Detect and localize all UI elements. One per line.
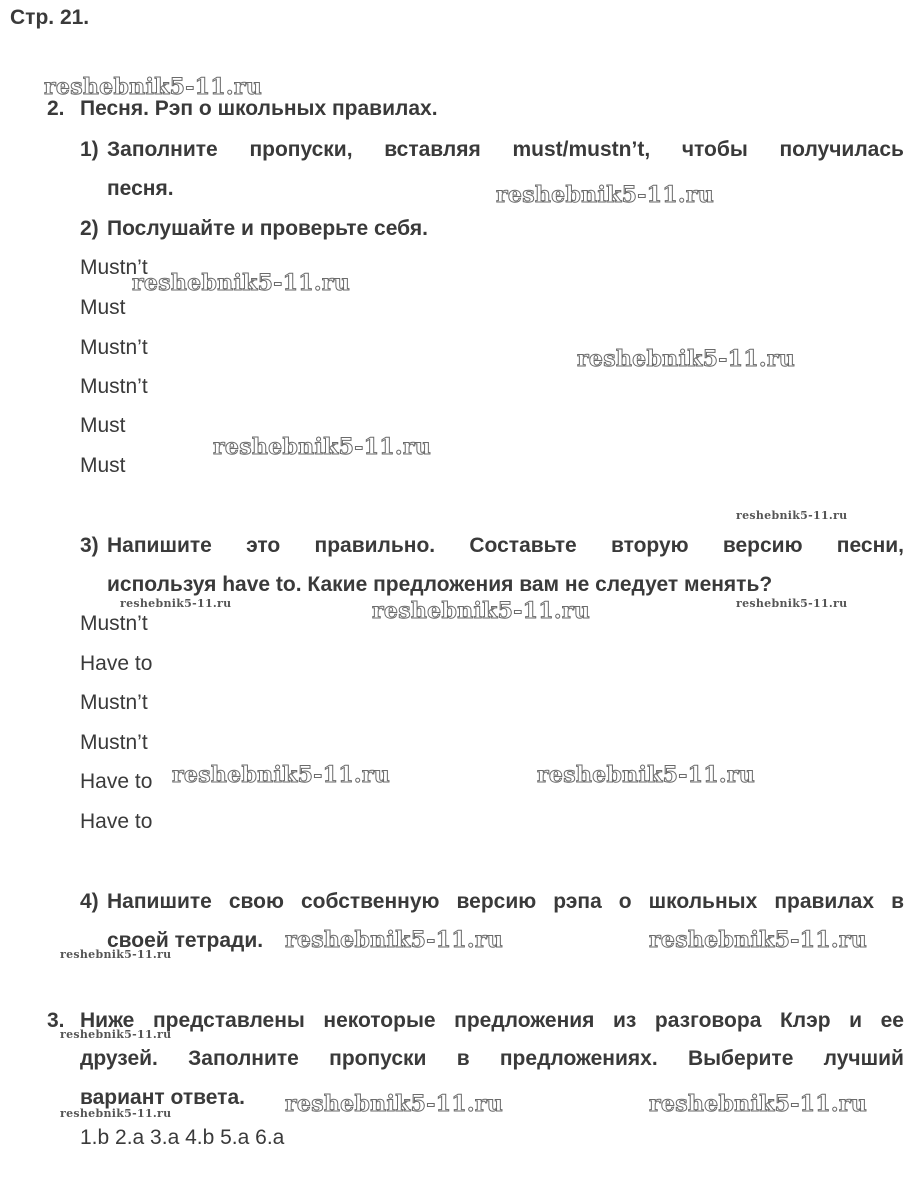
word: из [612, 1009, 637, 1032]
word: это [246, 534, 281, 557]
answer-a-4: Mustn’t [80, 375, 148, 398]
watermark: reshebnik5-11.ru [496, 182, 715, 208]
word: предложения [454, 1009, 595, 1032]
word: версию [456, 890, 537, 913]
sub-2-text: Послушайте и проверьте себя. [107, 217, 428, 240]
sub-2-number: 2) [80, 217, 99, 240]
word: Клэр [779, 1009, 831, 1032]
word: вставляя [384, 138, 481, 161]
sub-4-number: 4) [80, 890, 99, 913]
watermark: reshebnik5-11.ru [120, 597, 232, 610]
task-3-line-3: вариант ответа. [80, 1086, 245, 1109]
sub-1-line-2: песня. [107, 177, 174, 200]
watermark: reshebnik5-11.ru [60, 1028, 172, 1041]
watermark: reshebnik5-11.ru [44, 74, 263, 100]
task-3-number: 3. [47, 1009, 65, 1032]
answer-b-4: Mustn’t [80, 731, 148, 754]
answer-b-1: Mustn’t [80, 612, 148, 635]
watermark: reshebnik5-11.ru [60, 1107, 172, 1120]
word: версию [722, 534, 803, 557]
answer-a-5: Must [80, 414, 126, 437]
word: правильно. [314, 534, 436, 557]
word: лучший [823, 1047, 904, 1070]
watermark: reshebnik5-11.ru [172, 762, 391, 788]
word: песни, [836, 534, 904, 557]
word: Напишите [107, 534, 212, 557]
word: Заполните [188, 1047, 299, 1070]
task-3-line-2 [80, 1047, 904, 1071]
word: о [618, 890, 632, 913]
word: пропуски, [249, 138, 353, 161]
task-3-answers: 1.b 2.a 3.a 4.b 5.a 6.a [80, 1126, 285, 1149]
word: собственную [301, 890, 440, 913]
word: разговора [654, 1009, 762, 1032]
sub-4-line-2: своей тетради. [107, 929, 264, 952]
answer-b-6: Have to [80, 810, 153, 833]
watermark: reshebnik5-11.ru [577, 346, 796, 372]
word: получилась [779, 138, 904, 161]
sub-3-number: 3) [80, 534, 99, 557]
sub-1-number: 1) [80, 138, 99, 161]
watermark: reshebnik5-11.ru [60, 948, 172, 961]
answer-a-6: Must [80, 454, 126, 477]
watermark: reshebnik5-11.ru [649, 1091, 868, 1117]
word: и [849, 1009, 863, 1032]
answer-a-1: Mustn’t [80, 256, 148, 279]
answer-b-3: Mustn’t [80, 691, 148, 714]
word: пропуски [329, 1047, 427, 1070]
watermark: reshebnik5-11.ru [372, 598, 591, 624]
word: чтобы [681, 138, 748, 161]
watermark: reshebnik5-11.ru [537, 762, 756, 788]
word: некоторые [323, 1009, 436, 1032]
word: ее [880, 1009, 904, 1032]
watermark: reshebnik5-11.ru [649, 927, 868, 953]
task-2-title: Песня. Рэп о школьных правилах. [80, 97, 438, 120]
word: школьных [648, 890, 758, 913]
word: Составьте [469, 534, 577, 557]
sub-4-line-1 [107, 890, 904, 914]
word: вторую [610, 534, 689, 557]
word: must/mustn’t, [512, 138, 651, 161]
watermark: reshebnik5-11.ru [132, 270, 351, 296]
sub-3-line-1 [107, 534, 904, 558]
page-title: Стр. 21. [10, 6, 90, 29]
watermark: reshebnik5-11.ru [285, 927, 504, 953]
word: Выберите [687, 1047, 794, 1070]
watermark: reshebnik5-11.ru [736, 509, 848, 522]
word: рэпа [553, 890, 602, 913]
task-3-line-1 [80, 1009, 904, 1033]
word: Ниже [80, 1009, 135, 1032]
word: друзей. [80, 1047, 158, 1070]
answer-b-5: Have to [80, 770, 153, 793]
task-2-number: 2. [47, 97, 65, 120]
word: предложениях. [499, 1047, 658, 1070]
sub-1-line-1 [107, 138, 904, 162]
watermark: reshebnik5-11.ru [285, 1091, 504, 1117]
word: свою [228, 890, 284, 913]
word: в [891, 890, 904, 913]
word: в [456, 1047, 470, 1070]
sub-3-line-2: используя have to. Какие предложения вам не следует менять? [107, 573, 773, 596]
answer-a-3: Mustn’t [80, 336, 148, 359]
word: Заполните [107, 138, 218, 161]
watermark: reshebnik5-11.ru [213, 434, 432, 460]
watermark: reshebnik5-11.ru [736, 597, 848, 610]
word: Напишите [107, 890, 212, 913]
word: правилах [774, 890, 875, 913]
word: представлены [152, 1009, 305, 1032]
answer-b-2: Have to [80, 652, 153, 675]
answer-a-2: Must [80, 296, 126, 319]
